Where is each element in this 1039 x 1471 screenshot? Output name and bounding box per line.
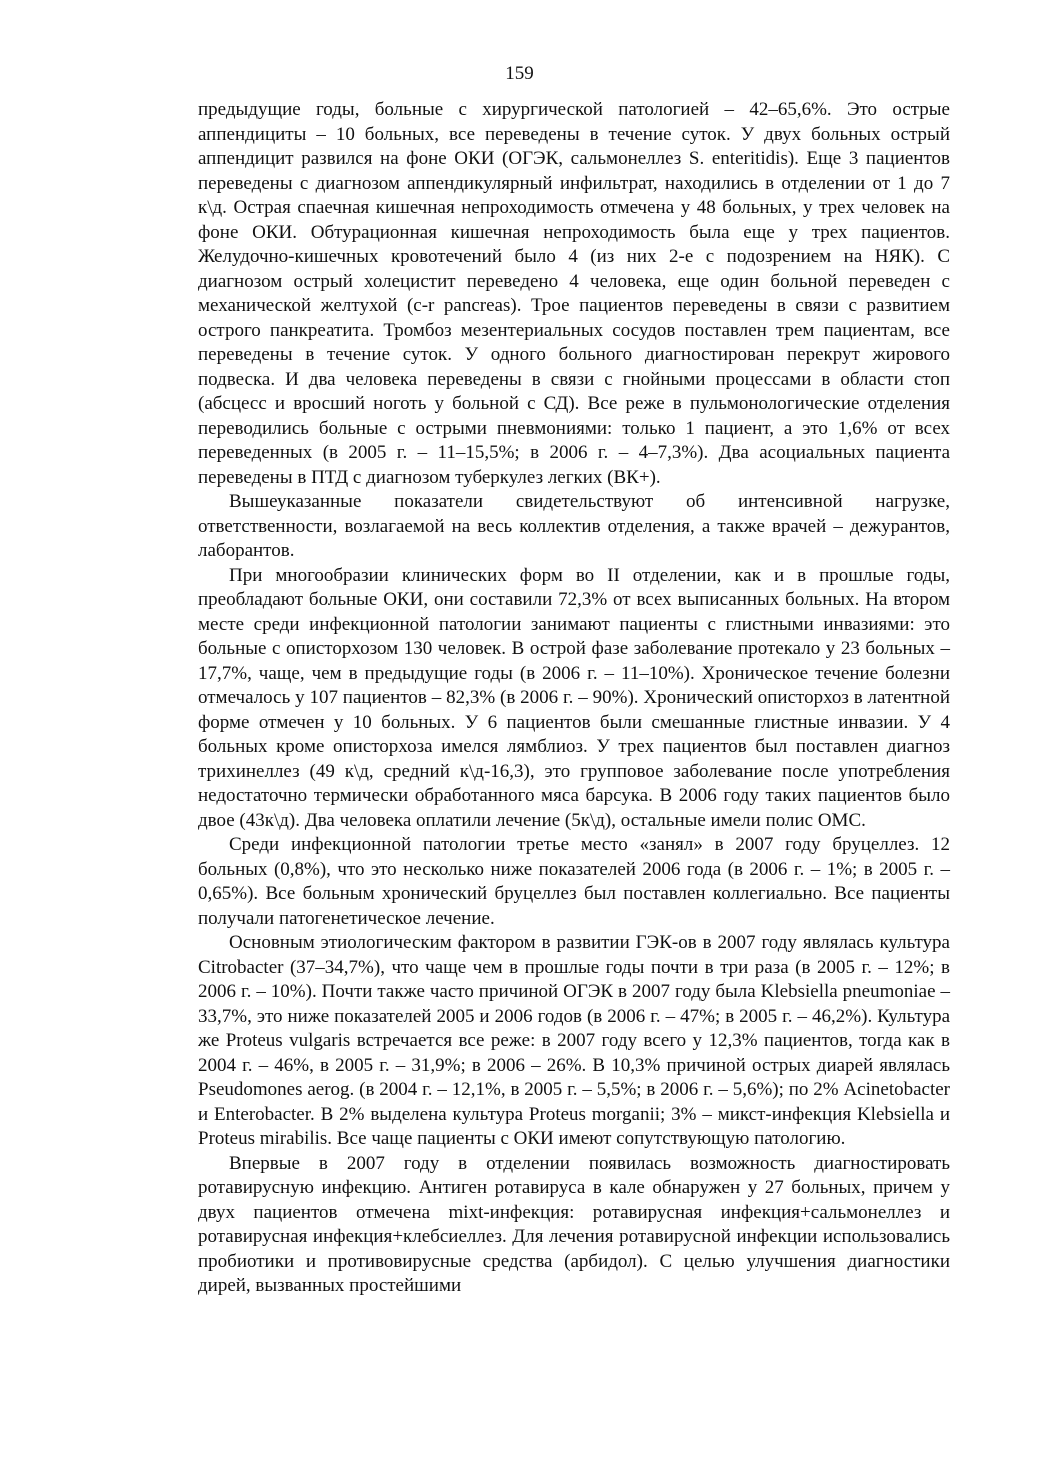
body-text	[198, 98, 950, 1299]
paragraph-6: Впервые в 2007 году в отделении появилась возможность диагностировать ротавирусную инфекцию. Антиген ротавируса в кале обнаружен у 27 больных, причем у двух пациентов отмечена mixt-инфекция: ротавирусная инфекция+сальмонеллез и ротавирусная инфекция+клебсиеллез. Для лечения ротавирусной инфекции использовались пробиотики и противовирусные средства (арбидол). С целью улучшения диагностики дирей, вызванных простейшими	[198, 1152, 950, 1296]
paragraph-5: Основным этиологическим фактором в развитии ГЭК-ов в 2007 году являлась культура Citrobacter (37–34,7%), что чаще чем в прошлые годы почти в три раза (в 2005 г. – 12%; в 2006 г. – 10%). Почти также часто причиной ОГЭК в 2007 году была Klebsiella pneumoniae – 33,7%, это ниже показателей 2005 и 2006 годов (в 2006 г. – 47%; в 2005 г. – 46,2%). Культура же Proteus vulgaris встречается все реже: в 2007 году всего у 12,3% пациентов, тогда как в 2004 г. – 46%, в 2005 г. – 31,9%; в 2006 – 26%. В 10,3% причиной острых диарей являлась Pseudomones aerog. (в 2004 г. – 12,1%, в 2005 г. – 5,5%; в 2006 г. – 5,6%); по 2% Acinetobacter и Enterobacter. В 2% выделена культура Proteus morganii; 3% – микст-инфекция Klebsiella и Proteus mirabilis. Все чаще пациенты с ОКИ имеют сопутствующую патологию.	[198, 932, 950, 1149]
page-number: 159	[505, 63, 534, 84]
paragraph-2: Вышеуказанные показатели свидетельствуют об интенсивной нагрузке, ответственности, возлагаемой на весь коллектив отделения, а также врачей – дежурантов, лаборантов.	[198, 491, 950, 561]
paragraph-4: Среди инфекционной патологии третье место «занял» в 2007 году бруцеллез. 12 больных (0,8%), что это несколько ниже показателей 2006 года (в 2006 г. – 1%; в 2005 г. – 0,65%). Все больным хронический бруцеллез был поставлен коллегиально. Все пациенты получали патогенетическое лечение.	[198, 834, 950, 929]
paragraph-3: При многообразии клинических форм во II отделении, как и в прошлые годы, преобладают больные ОКИ, они составили 72,3% от всех выписанных больных. На втором месте среди инфекционной патологии занимают пациенты с глистными инвазиями: это больные с описторхозом 130 человек. В острой фазе заболевание протекало у 23 больных – 17,7%, чаще, чем в предыдущие годы (в 2006 г. – 11–10%). Хроническое течение болезни отмечалось у 107 пациентов – 82,3% (в 2006 г. – 90%). Хронический описторхоз в латентной форме отмечен у 10 больных. У 6 пациентов были смешанные глистные инвазии. У 4 больных кроме описторхоза имелся лямблиоз. У трех пациентов был поставлен диагноз трихинеллез (49 к\д, средний к\д-16,3), это групповое заболевание после употребления недостаточно термически обработанного мяса барсука. В 2006 году таких пациентов было двое (43к\д). Два человека оплатили лечение (5к\д), остальные имели полис ОМС.	[198, 564, 950, 831]
paragraph-1: предыдущие годы, больные с хирургической патологией – 42–65,6%. Это острые аппендициты – 10 больных, все переведены в течение суток. У двух больных острый аппендицит развился на фоне ОКИ (ОГЭК, сальмонеллез S. enteritidis). Еще 3 пациентов переведены с диагнозом аппендикулярный инфильтрат, находились в отделении от 1 до 7 к\д. Острая спаечная кишечная непроходимость отмечена у 48 больных, у трех человек на фоне ОКИ. Обтурационная кишечная непроходимость была еще у трех пациентов. Желудочно-кишечных кровотечений было 4 (из них 2-е с подозрением на НЯК). С диагнозом острый холецистит переведено 4 человека, еще один больной переведен с механической желтухой (c-r pancreas). Трое пациентов переведены в связи с развитием острого панкреатита. Тромбоз мезентериальных сосудов поставлен трем пациентам, все переведены в течение суток. У одного больного диагностирован перекрут жирового подвеска. И два человека переведены в связи с гнойными процессами в области стоп (абсцесс и вросший ноготь у больной с СД). Все реже в пульмонологические отделения переводились больные с острыми пневмониями: только 1 пациент, а это 1,6% от всех переведенных (в 2005 г. – 11–15,5%; в 2006 г. – 4–7,3%). Два асоциальных пациента переведены в ПТД с диагнозом туберкулез легких (ВК+).	[198, 99, 950, 488]
